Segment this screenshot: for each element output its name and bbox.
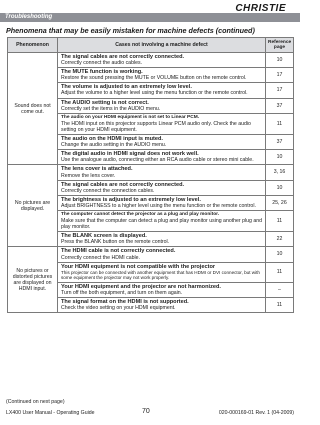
cause-description: Use the analogue audio, connecting either an RCA audio cable or stereo mini cable.	[61, 157, 254, 164]
reference-page-cell: 11	[266, 113, 294, 134]
reference-page-cell: 10	[266, 150, 294, 165]
cause-title: Your HDMI equipment and the projector are not harmonized.	[61, 283, 221, 290]
cause-cell	[58, 53, 266, 68]
phenomenon-cell: Sound does not come out.	[8, 53, 58, 165]
cause-title: The HDMI cable is not correctly connected.	[61, 248, 176, 255]
troubleshooting-table	[7, 37, 294, 313]
cause-title: The digital audio in HDMI signal does not work well.	[61, 151, 199, 158]
continued-note: (Continued on next page)	[6, 399, 65, 405]
cause-title: The AUDIO setting is not correct.	[61, 99, 149, 106]
reference-page-cell: 3, 16	[266, 165, 294, 180]
cause-title: The brightness is adjusted to an extremely low level.	[61, 196, 201, 203]
cause-title: The audio on the HDMI input is muted.	[61, 136, 163, 143]
reference-page-cell: 10	[266, 180, 294, 195]
reference-page-cell: 17	[266, 83, 294, 98]
cause-cell	[58, 210, 266, 231]
page-number: 70	[142, 408, 150, 415]
cause-description: Change the audio setting in the AUDIO menu.	[61, 142, 167, 149]
cause-description: Correctly connect the HDMI cable.	[61, 254, 140, 261]
cause-title: The signal cables are not correctly connected.	[61, 181, 185, 188]
manual-title: LX400 User Manual - Operating Guide	[6, 410, 95, 416]
cause-description: Check the video setting on your HDMI equipment.	[61, 305, 176, 312]
reference-page-cell: 11	[266, 210, 294, 231]
cause-cell	[58, 83, 266, 98]
table-header-row	[8, 38, 294, 53]
cause-cell	[58, 98, 266, 113]
cause-cell	[58, 232, 266, 247]
cause-title: The audio on your HDMI equipment is not set to Linear PCM.	[61, 114, 200, 120]
reference-page-cell: 22	[266, 232, 294, 247]
section-label: Troubleshooting	[5, 14, 53, 20]
reference-page-cell: 37	[266, 98, 294, 113]
cause-description: Make sure that the computer can detect a plug and play monitor using another plug and play monitor.	[61, 218, 262, 231]
column-header-phenomenon: Phenomenon	[8, 38, 58, 53]
cause-cell	[58, 180, 266, 195]
table-row	[8, 247, 294, 262]
reference-page-cell: 10	[266, 53, 294, 68]
cause-cell	[58, 165, 266, 180]
cause-description: The HDMI input on this projector supports Linear PCM audio only. Check the audio setting on your HDMI equipment.	[61, 120, 251, 133]
christie-logo: CHRISTIE	[235, 3, 286, 14]
reference-page-cell: –	[266, 282, 294, 297]
column-header-cause: Cases not involving a machine defect	[58, 38, 266, 53]
cause-cell	[58, 135, 266, 150]
cause-cell	[58, 247, 266, 262]
reference-page-cell: 37	[266, 135, 294, 150]
cause-description: Correctly set the items in the AUDIO menu.	[61, 105, 161, 112]
cause-description: Restore the sound pressing the MUTE or VOLUME button on the remote control.	[61, 75, 247, 82]
cause-title: The BLANK screen is displayed.	[61, 233, 147, 240]
reference-page-cell: 25, 26	[266, 195, 294, 210]
page-title: Phenomena that may be easily mistaken for machine defects (continued)	[6, 26, 255, 35]
cause-cell	[58, 68, 266, 83]
cause-cell	[58, 282, 266, 297]
cause-title: The MUTE function is working.	[61, 69, 143, 76]
top-bar	[0, 0, 300, 22]
cause-description: Adjust the volume to a higher level using the menu function or the remote control.	[61, 90, 248, 97]
reference-page-cell: 11	[266, 262, 294, 282]
phenomenon-cell: No pictures or distorted pictures are displayed on HDMI input.	[8, 247, 58, 313]
table-row	[8, 53, 294, 68]
cause-title: The volume is adjusted to an extremely low level.	[61, 84, 192, 91]
cause-title: The computer cannot detect the projector as a plug and play monitor.	[61, 211, 220, 217]
cause-title: The signal cables are not correctly connected.	[61, 54, 185, 60]
cause-cell	[58, 262, 266, 282]
cause-description: Correctly connect the audio cables.	[61, 60, 143, 67]
cause-description: Press the BLANK button on the remote control.	[61, 239, 170, 246]
cause-title: The signal format on the HDMI is not supported.	[61, 299, 189, 306]
reference-page-cell: 11	[266, 298, 294, 313]
cause-description: Turn off the both equipment, and turn on them again.	[61, 290, 183, 296]
reference-page-cell: 17	[266, 68, 294, 83]
cause-cell	[58, 195, 266, 210]
cause-title: The lens cover is attached.	[61, 166, 133, 173]
document-number: 020-000169-01 Rev. 1 (04-2009)	[218, 410, 294, 416]
reference-page-cell: 10	[266, 247, 294, 262]
cause-description: Remove the lens cover.	[61, 172, 116, 179]
cause-cell	[58, 298, 266, 313]
table-body	[8, 53, 294, 313]
cause-title: Your HDMI equipment is not compatible with the projector	[61, 263, 216, 270]
column-header-reference: Reference page	[266, 38, 294, 53]
phenomenon-cell: No pictures are displayed.	[8, 165, 58, 247]
cause-description: Correctly connect the connection cables.	[61, 187, 155, 194]
cause-description: Adjust BRIGHTNESS to a higher level using the menu function or the remote control.	[61, 202, 256, 209]
table-row	[8, 165, 294, 180]
cause-cell	[58, 113, 266, 134]
cause-description: This projector can be connected with another equipment that has HDMI or DVI connector, but with some equipment the projector may not work properly.	[61, 269, 260, 281]
cause-cell	[58, 150, 266, 165]
